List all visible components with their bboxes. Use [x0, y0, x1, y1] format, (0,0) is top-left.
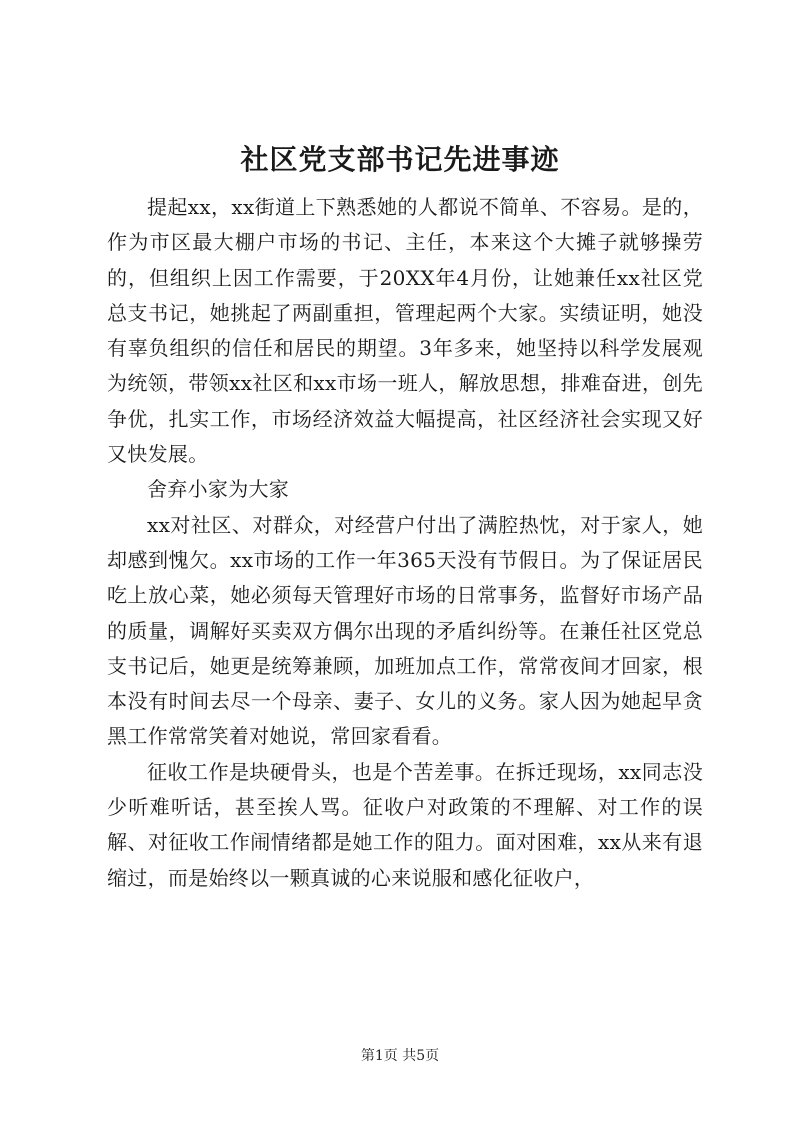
section-heading: 舍弃小家为大家	[147, 477, 290, 502]
paragraph-intro: 提起xx，xx街道上下熟悉她的人都说不简单、不容易。是的，作为市区最大棚户市场的书记、主任，本来这个大摊子就够操劳的，但组织上因工作需要，于20XX年4月份，让她兼任xx社区党总支书记，她挑起了两副重担，管理起两个大家。实绩证明，她没有辜负组织的信任和居民的期望。3年多来，她坚持以科学发展观为统领，带领xx社区和xx市场一班人，解放思想，排难奋进，创先争优，扎实工作，市场经济效益大幅提高，社区经济社会实现又好又快发展。	[107, 195, 703, 467]
paragraph-family: xx对社区、对群众，对经营户付出了满腔热忱，对于家人，她却感到愧欠。xx市场的工作一年365天没有节假日。为了保证居民吃上放心菜，她必须每天管理好市场的日常事务，监督好市场产品的质量，调解好买卖双方偶尔出现的矛盾纠纷等。在兼任社区党总支书记后，她更是统筹兼顾，加班加点工作，常常夜间才回家，根本没有时间去尽一个母亲、妻子、女儿的义务。家人因为她起早贪黑工作常常笑着对她说，常回家看看。	[107, 512, 703, 749]
paragraph-expropriation: 征收工作是块硬骨头，也是个苦差事。在拆迁现场，xx同志没少听难听话，甚至挨人骂。征收户对政策的不理解、对工作的误解、对征收工作闹情绪都是她工作的阻力。面对困难，xx从来有退缩过，而是始终以一颗真诚的心来说服和感化征收户，	[107, 759, 703, 890]
page-footer: 第1页 共5页	[360, 1048, 440, 1064]
document-body	[107, 190, 703, 896]
document-title: 社区党支部书记先进事迹	[240, 143, 560, 176]
